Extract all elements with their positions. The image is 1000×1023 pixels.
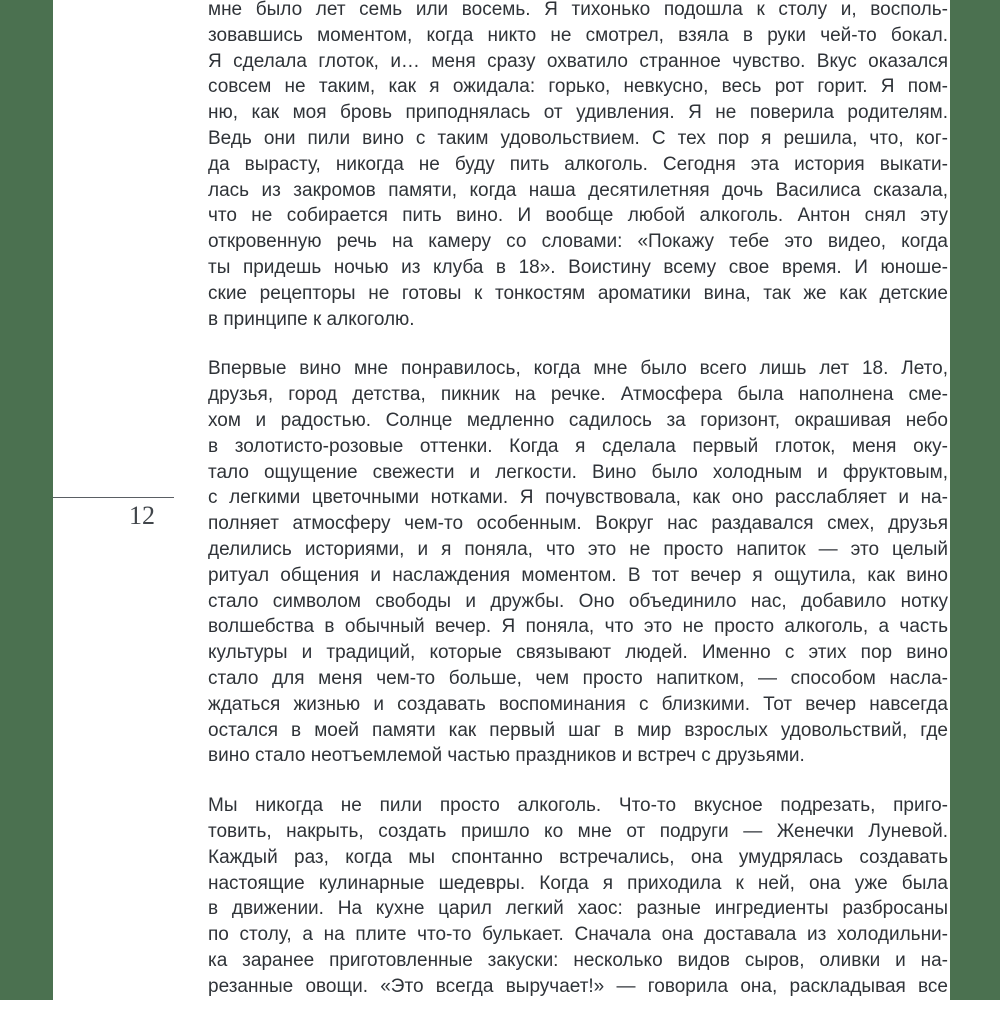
- text-line: ждаться жизнью и создавать воспоминания с близкими. Тот вечер навсегда: [208, 693, 948, 715]
- text-line: ты придешь ночью из клуба в 18». Воистину всему свое время. И юноше-: [208, 256, 948, 278]
- text-line: в движении. На кухне царил легкий хаос: разные ингредиенты разбросаны: [208, 898, 948, 920]
- page-number: 12: [129, 501, 155, 530]
- text-line: зовавшись моментом, когда никто не смотрел, взяла в руки чей-то бокал.: [208, 24, 948, 46]
- text-line: делились историями, и я поняла, что это не просто напиток — это целый: [208, 538, 948, 560]
- paragraph: [208, 793, 948, 999]
- text-line: Каждый раз, когда мы спонтанно встречались, она умудрялась создавать: [208, 846, 948, 868]
- text-line: тало ощущение свежести и легкости. Вино было холодным и фруктовым,: [208, 461, 948, 483]
- text-line: мне было лет семь или восемь. Я тихонько подошла к столу и, восполь-: [208, 0, 948, 20]
- text-line: Мы никогда не пили просто алкоголь. Что-то вкусное подрезать, приго-: [208, 795, 948, 817]
- text-line: стало символом свободы и дружбы. Оно объединило нас, добавило нотку: [208, 590, 948, 612]
- text-column: [208, 0, 948, 1023]
- text-line: резанные овощи. «Это всегда выручает!» — говорила она, раскладывая все: [208, 975, 948, 997]
- text-line: с легкими цветочными нотками. Я почувствовала, как оно расслабляет и на-: [208, 487, 948, 509]
- paragraph: [208, 0, 948, 332]
- text-line: хом и радостью. Солнце медленно садилось за горизонт, окрашивая небо: [208, 409, 948, 431]
- text-line: ритуал общения и наслаждения моментом. В тот вечер я ощутила, как вино: [208, 564, 948, 586]
- text-line: откровенную речь на камеру со словами: «Покажу тебе это видео, когда: [208, 231, 948, 253]
- text-line: товить, накрыть, создать пришло ко мне от подруги — Женечки Луневой.: [208, 820, 948, 842]
- text-line: настоящие кулинарные шедевры. Когда я приходила к ней, она уже была: [208, 872, 948, 894]
- pagination-block: [53, 497, 174, 531]
- text-line: вино стало неотъемлемой частью праздников и встреч с друзьями.: [208, 745, 805, 767]
- text-line: волшебства в обычный вечер. Я поняла, что это не просто алкоголь, а часть: [208, 616, 948, 638]
- text-line: стало для меня чем-то больше, чем просто напитком, — способом насла-: [208, 667, 948, 689]
- text-line: лась из закромов памяти, когда наша десятилетняя дочь Василиса сказала,: [208, 179, 948, 201]
- text-line: Ведь они пили вино с таким удовольствием. С тех пор я решила, что, ког-: [208, 127, 948, 149]
- text-line: ка заранее приготовленные закуски: несколько видов сыров, оливки и на-: [208, 949, 948, 971]
- text-line: в золотисто-розовые оттенки. Когда я сделала первый глоток, меня оку-: [208, 435, 948, 457]
- text-line: что не собирается пить вино. И вообще любой алкоголь. Антон снял эту: [208, 205, 948, 227]
- text-line: да вырасту, никогда не буду пить алкоголь. Сегодня эта история выкати-: [208, 153, 948, 175]
- text-line: в принципе к алкоголю.: [208, 308, 415, 330]
- paragraph: [208, 356, 948, 769]
- page-edge-bar-left: [0, 0, 53, 1000]
- text-line: Впервые вино мне понравилось, когда мне было всего лишь лет 18. Лето,: [208, 358, 948, 380]
- text-line: Я сделала глоток, и… меня сразу охватило странное чувство. Вкус оказался: [208, 50, 948, 72]
- page-edge-bar-right: [950, 0, 1000, 1000]
- text-line: полняет атмосферу чем-то особенным. Вокруг нас раздавался смех, друзья: [208, 513, 948, 535]
- text-line: культуры и традиций, которые связывают людей. Именно с этих пор вино: [208, 642, 948, 664]
- page-number-rule: [53, 497, 174, 498]
- text-line: друзья, город детства, пикник на речке. Атмосфера была наполнена сме-: [208, 384, 948, 406]
- text-line: по столу, а на плите что-то булькает. Сначала она доставала из холодильни-: [208, 924, 948, 946]
- text-line: ские рецепторы не готовы к тонкостям ароматики вина, так же как детские: [208, 282, 948, 304]
- text-line: совсем не таким, как я ожидала: горько, невкусно, весь рот горит. Я пом-: [208, 76, 948, 98]
- text-line: остался в моей памяти как первый шаг в мир взрослых удовольствий, где: [208, 719, 948, 741]
- text-line: ню, как моя бровь приподнялась от удивления. Я не поверила родителям.: [208, 102, 948, 124]
